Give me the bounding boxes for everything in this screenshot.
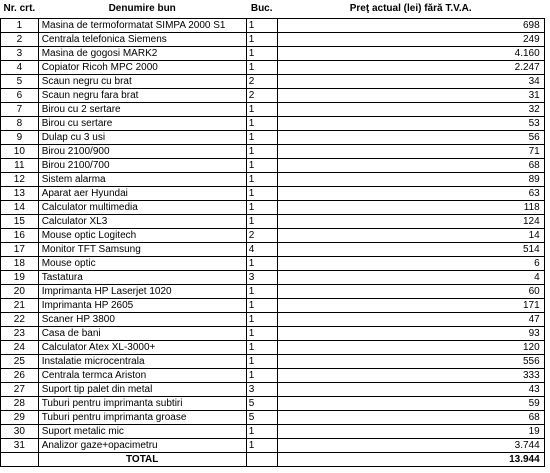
row-nr: 30 — [1, 425, 39, 439]
row-name: Centrala termca Ariston — [38, 369, 246, 383]
row-price: 4 — [277, 271, 544, 285]
table-row — [1, 75, 545, 89]
table-row — [1, 145, 545, 159]
row-qty: 1 — [246, 61, 277, 75]
row-qty: 1 — [246, 145, 277, 159]
row-price: 59 — [277, 397, 544, 411]
row-price: 53 — [277, 117, 544, 131]
row-nr: 23 — [1, 327, 39, 341]
row-price: 120 — [277, 341, 544, 355]
row-qty: 1 — [246, 369, 277, 383]
row-price: 89 — [277, 173, 544, 187]
table-row — [1, 19, 545, 33]
row-price: 47 — [277, 313, 544, 327]
row-qty: 1 — [246, 159, 277, 173]
row-qty: 1 — [246, 425, 277, 439]
row-price: 19 — [277, 425, 544, 439]
row-name: Suport tip palet din metal — [38, 383, 246, 397]
row-nr: 1 — [1, 19, 39, 33]
row-qty: 2 — [246, 229, 277, 243]
row-nr: 15 — [1, 215, 39, 229]
row-qty: 3 — [246, 271, 277, 285]
table-body — [1, 19, 545, 453]
row-name: Mouse optic — [38, 257, 246, 271]
row-qty: 1 — [246, 327, 277, 341]
table-row — [1, 131, 545, 145]
table-row — [1, 47, 545, 61]
row-qty: 1 — [246, 201, 277, 215]
table-row — [1, 299, 545, 313]
total-label: TOTAL — [38, 453, 246, 467]
row-name: Centrala telefonica Siemens — [38, 33, 246, 47]
row-qty: 1 — [246, 215, 277, 229]
table-row — [1, 369, 545, 383]
table-row — [1, 61, 545, 75]
row-nr: 22 — [1, 313, 39, 327]
row-price: 43 — [277, 383, 544, 397]
row-nr: 6 — [1, 89, 39, 103]
row-price: 249 — [277, 33, 544, 47]
table-row — [1, 397, 545, 411]
row-name: Birou cu sertare — [38, 117, 246, 131]
row-nr: 29 — [1, 411, 39, 425]
table-row — [1, 341, 545, 355]
row-price: 31 — [277, 89, 544, 103]
row-price: 56 — [277, 131, 544, 145]
row-nr: 17 — [1, 243, 39, 257]
table-row — [1, 257, 545, 271]
table-row — [1, 229, 545, 243]
table-row — [1, 425, 545, 439]
table-row — [1, 355, 545, 369]
table-row — [1, 33, 545, 47]
row-name: Analizor gaze+opacimetru — [38, 439, 246, 453]
row-qty: 2 — [246, 75, 277, 89]
row-name: Tuburi pentru imprimanta groase — [38, 411, 246, 425]
row-price: 32 — [277, 103, 544, 117]
row-qty: 1 — [246, 313, 277, 327]
row-name: Suport metalic mic — [38, 425, 246, 439]
row-nr: 14 — [1, 201, 39, 215]
row-name: Imprimanta HP 2605 — [38, 299, 246, 313]
row-nr: 9 — [1, 131, 39, 145]
row-qty: 1 — [246, 19, 277, 33]
row-qty: 1 — [246, 33, 277, 47]
row-name: Sistem alarma — [38, 173, 246, 187]
row-name: Imprimanta HP Laserjet 1020 — [38, 285, 246, 299]
row-nr: 3 — [1, 47, 39, 61]
row-name: Scaun negru fara brat — [38, 89, 246, 103]
table-row — [1, 215, 545, 229]
table-row — [1, 201, 545, 215]
row-nr: 28 — [1, 397, 39, 411]
table-row — [1, 411, 545, 425]
row-nr: 8 — [1, 117, 39, 131]
table-row — [1, 327, 545, 341]
row-nr: 11 — [1, 159, 39, 173]
row-name: Masina de termoformatat SIMPA 2000 S1 — [38, 19, 246, 33]
table-row — [1, 285, 545, 299]
row-price: 63 — [277, 187, 544, 201]
row-price: 68 — [277, 411, 544, 425]
row-name: Birou 2100/900 — [38, 145, 246, 159]
row-qty: 2 — [246, 89, 277, 103]
row-price: 3.744 — [277, 439, 544, 453]
row-nr: 20 — [1, 285, 39, 299]
total-nr-cell — [1, 453, 39, 467]
row-nr: 27 — [1, 383, 39, 397]
row-name: Tuburi pentru imprimanta subtiri — [38, 397, 246, 411]
row-nr: 10 — [1, 145, 39, 159]
row-name: Birou cu 2 sertare — [38, 103, 246, 117]
row-qty: 1 — [246, 285, 277, 299]
row-price: 171 — [277, 299, 544, 313]
row-name: Calculator Atex XL-3000+ — [38, 341, 246, 355]
row-price: 71 — [277, 145, 544, 159]
row-name: Mouse optic Logitech — [38, 229, 246, 243]
row-price: 556 — [277, 355, 544, 369]
header-qty: Buc. — [250, 3, 273, 14]
header-nr: Nr. crt. — [3, 3, 36, 14]
table-row — [1, 313, 545, 327]
row-nr: 16 — [1, 229, 39, 243]
row-nr: 19 — [1, 271, 39, 285]
row-nr: 18 — [1, 257, 39, 271]
row-price: 2.247 — [277, 61, 544, 75]
row-name: Monitor TFT Samsung — [38, 243, 246, 257]
row-qty: 1 — [246, 257, 277, 271]
row-name: Casa de bani — [38, 327, 246, 341]
row-qty: 1 — [246, 355, 277, 369]
row-name: Scaner HP 3800 — [38, 313, 246, 327]
table-row — [1, 243, 545, 257]
row-price: 124 — [277, 215, 544, 229]
row-qty: 5 — [246, 411, 277, 425]
row-name: Instalatie microcentrala — [38, 355, 246, 369]
header-row — [1, 0, 545, 19]
row-price: 514 — [277, 243, 544, 257]
row-qty: 1 — [246, 187, 277, 201]
row-nr: 4 — [1, 61, 39, 75]
row-nr: 31 — [1, 439, 39, 453]
header-price: Preţ actual (lei) fără T.V.A. — [349, 3, 472, 14]
row-nr: 21 — [1, 299, 39, 313]
row-price: 14 — [277, 229, 544, 243]
row-price: 93 — [277, 327, 544, 341]
table-row — [1, 89, 545, 103]
header-name: Denumire bun — [108, 3, 176, 14]
row-price: 333 — [277, 369, 544, 383]
table-row — [1, 173, 545, 187]
row-price: 34 — [277, 75, 544, 89]
row-name: Aparat aer Hyundai — [38, 187, 246, 201]
row-nr: 5 — [1, 75, 39, 89]
table-row — [1, 383, 545, 397]
row-name: Birou 2100/700 — [38, 159, 246, 173]
row-qty: 5 — [246, 397, 277, 411]
row-nr: 24 — [1, 341, 39, 355]
total-row — [1, 453, 545, 467]
table-row — [1, 187, 545, 201]
row-name: Scaun negru cu brat — [38, 75, 246, 89]
row-qty: 1 — [246, 117, 277, 131]
total-value: 13.944 — [277, 453, 544, 467]
row-name: Tastatura — [38, 271, 246, 285]
row-price: 4.160 — [277, 47, 544, 61]
row-qty: 1 — [246, 299, 277, 313]
table-row — [1, 117, 545, 131]
table-row — [1, 159, 545, 173]
row-nr: 7 — [1, 103, 39, 117]
row-price: 698 — [277, 19, 544, 33]
row-price: 68 — [277, 159, 544, 173]
row-nr: 25 — [1, 355, 39, 369]
row-name: Calculator XL3 — [38, 215, 246, 229]
row-qty: 1 — [246, 47, 277, 61]
row-price: 6 — [277, 257, 544, 271]
row-nr: 26 — [1, 369, 39, 383]
row-price: 118 — [277, 201, 544, 215]
row-name: Calculator multimedia — [38, 201, 246, 215]
row-name: Copiator Ricoh MPC 2000 — [38, 61, 246, 75]
row-qty: 3 — [246, 383, 277, 397]
total-qty-cell — [246, 453, 277, 467]
row-name: Masina de gogosi MARK2 — [38, 47, 246, 61]
table-row — [1, 439, 545, 453]
row-qty: 1 — [246, 103, 277, 117]
row-nr: 12 — [1, 173, 39, 187]
row-qty: 1 — [246, 439, 277, 453]
row-qty: 4 — [246, 243, 277, 257]
row-nr: 2 — [1, 33, 39, 47]
row-nr: 13 — [1, 187, 39, 201]
row-qty: 1 — [246, 131, 277, 145]
row-name: Dulap cu 3 usi — [38, 131, 246, 145]
table-row — [1, 103, 545, 117]
row-qty: 1 — [246, 341, 277, 355]
table-row — [1, 271, 545, 285]
row-price: 60 — [277, 285, 544, 299]
row-qty: 1 — [246, 173, 277, 187]
